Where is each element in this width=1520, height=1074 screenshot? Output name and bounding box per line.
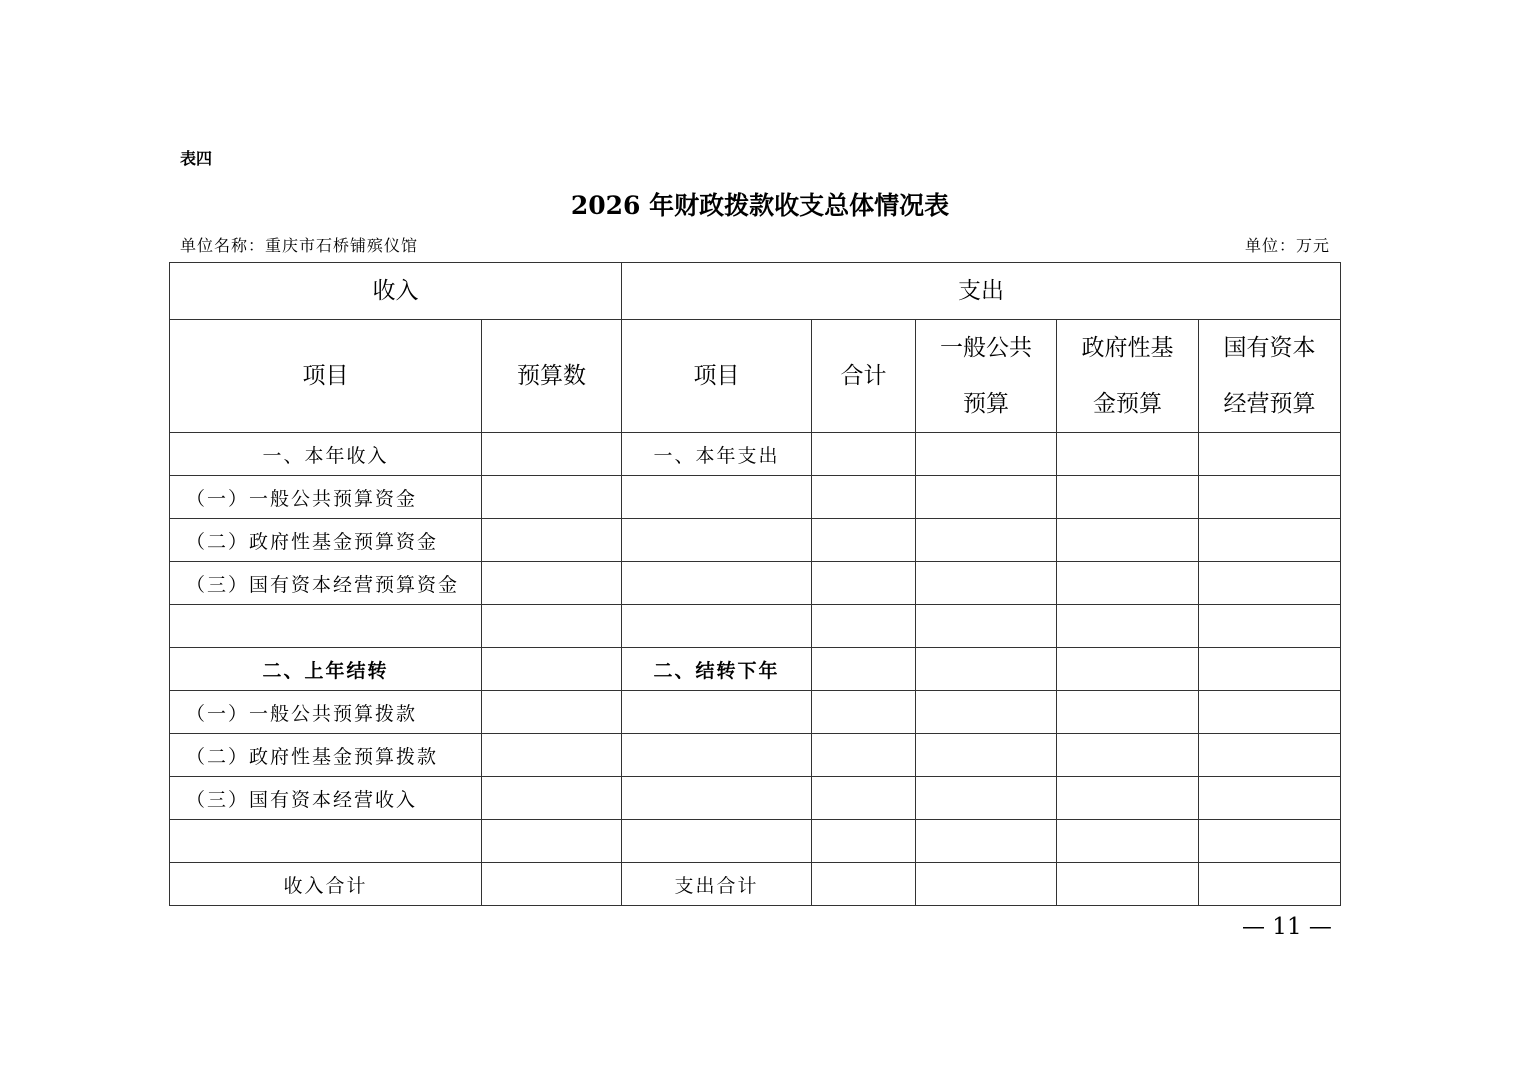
table-cell-general xyxy=(916,562,1057,605)
table-cell-capital xyxy=(1199,476,1341,519)
table-cell-capital xyxy=(1199,648,1341,691)
table-cell-fund xyxy=(1057,519,1199,562)
table-row xyxy=(170,433,1341,476)
table-cell-budget xyxy=(482,433,622,476)
expense-group-header: 支出 xyxy=(622,263,1341,320)
table-cell-expense-item xyxy=(622,777,812,820)
unit-label: 单位：万元 xyxy=(1244,236,1330,255)
budget-table xyxy=(169,262,1341,906)
table-cell-fund xyxy=(1057,648,1199,691)
table-cell-general xyxy=(916,734,1057,777)
column-header-fund-budget-text: 政府性基金预算 xyxy=(1081,335,1174,417)
table-cell-total xyxy=(812,519,916,562)
table-label: 表四 xyxy=(180,149,213,168)
table-cell-capital xyxy=(1199,820,1341,863)
table-cell-income-item: （二）政府性基金预算资金 xyxy=(170,519,482,562)
table-cell-total xyxy=(812,433,916,476)
table-cell-expense-item xyxy=(622,605,812,648)
table-cell-budget xyxy=(482,648,622,691)
table-cell-income-item: （一）一般公共预算资金 xyxy=(170,476,482,519)
table-cell-budget xyxy=(482,562,622,605)
unit-name: 单位名称：重庆市石桥铺殡仪馆 xyxy=(180,236,419,255)
column-header-capital-budget-text: 国有资本经营预算 xyxy=(1223,335,1316,417)
column-header-income-item: 项目 xyxy=(170,320,482,433)
table-cell-income-item: （一）一般公共预算拨款 xyxy=(170,691,482,734)
table-cell-fund xyxy=(1057,777,1199,820)
table-cell-income-item xyxy=(170,820,482,863)
table-cell-expense-item: 二、结转下年 xyxy=(622,648,812,691)
column-header-budget: 预算数 xyxy=(482,320,622,433)
table-cell-general xyxy=(916,648,1057,691)
table-cell-expense-item xyxy=(622,691,812,734)
table-cell-expense-item xyxy=(622,519,812,562)
column-header-fund-budget xyxy=(1057,320,1199,433)
table-cell-budget xyxy=(482,691,622,734)
table-cell-total xyxy=(812,820,916,863)
column-header-expense-item: 项目 xyxy=(622,320,812,433)
table-cell-budget xyxy=(482,476,622,519)
table-cell-fund xyxy=(1057,476,1199,519)
table-cell-expense-item xyxy=(622,820,812,863)
page-number: — 11 — xyxy=(1242,914,1332,940)
table-body xyxy=(170,433,1341,906)
table-row xyxy=(170,519,1341,562)
table-cell-capital xyxy=(1199,691,1341,734)
column-header-capital-budget xyxy=(1199,320,1341,433)
document-title: 2026 年财政拨款收支总体情况表 xyxy=(570,191,950,220)
table-cell-fund xyxy=(1057,605,1199,648)
table-cell-expense-item: 一、本年支出 xyxy=(622,433,812,476)
table-cell-fund xyxy=(1057,820,1199,863)
table-cell-income-item: 一、本年收入 xyxy=(170,433,482,476)
table-cell-capital xyxy=(1199,519,1341,562)
table-cell-income-item: 收入合计 xyxy=(170,863,482,906)
table-cell-total xyxy=(812,777,916,820)
table-cell-general xyxy=(916,777,1057,820)
table-cell-expense-item xyxy=(622,476,812,519)
table-cell-general xyxy=(916,605,1057,648)
table-cell-income-item: 二、上年结转 xyxy=(170,648,482,691)
table-cell-expense-item xyxy=(622,734,812,777)
table-cell-capital xyxy=(1199,863,1341,906)
table-cell-total xyxy=(812,562,916,605)
table-header xyxy=(170,263,1341,433)
table-cell-income-item: （三）国有资本经营收入 xyxy=(170,777,482,820)
table-cell-income-item: （三）国有资本经营预算资金 xyxy=(170,562,482,605)
table-cell-total xyxy=(812,691,916,734)
table-cell-general xyxy=(916,691,1057,734)
column-header-general-budget xyxy=(916,320,1057,433)
table-cell-income-item: （二）政府性基金预算拨款 xyxy=(170,734,482,777)
table-cell-capital xyxy=(1199,562,1341,605)
table-cell-fund xyxy=(1057,734,1199,777)
table-cell-expense-item xyxy=(622,562,812,605)
table-cell-general xyxy=(916,476,1057,519)
table-cell-budget xyxy=(482,777,622,820)
table-cell-budget xyxy=(482,734,622,777)
table-cell-fund xyxy=(1057,433,1199,476)
table-cell-income-item xyxy=(170,605,482,648)
table-cell-capital xyxy=(1199,605,1341,648)
column-header-general-budget-text: 一般公共预算 xyxy=(940,335,1032,417)
table-cell-capital xyxy=(1199,734,1341,777)
table-cell-fund xyxy=(1057,562,1199,605)
table-row xyxy=(170,648,1341,691)
table-cell-total xyxy=(812,863,916,906)
table-cell-general xyxy=(916,863,1057,906)
table-cell-capital xyxy=(1199,777,1341,820)
table-row xyxy=(170,562,1341,605)
column-header-total: 合计 xyxy=(812,320,916,433)
table-row xyxy=(170,820,1341,863)
table-row xyxy=(170,691,1341,734)
table-cell-budget xyxy=(482,863,622,906)
table-row xyxy=(170,734,1341,777)
table-row xyxy=(170,777,1341,820)
table-cell-fund xyxy=(1057,691,1199,734)
table-cell-budget xyxy=(482,605,622,648)
table-cell-total xyxy=(812,476,916,519)
table-row xyxy=(170,476,1341,519)
table-cell-general xyxy=(916,433,1057,476)
table-cell-budget xyxy=(482,820,622,863)
table-cell-total xyxy=(812,734,916,777)
table-cell-general xyxy=(916,519,1057,562)
table-row xyxy=(170,863,1341,906)
table-cell-general xyxy=(916,820,1057,863)
table-cell-expense-item: 支出合计 xyxy=(622,863,812,906)
table-cell-fund xyxy=(1057,863,1199,906)
table-cell-capital xyxy=(1199,433,1341,476)
table-cell-total xyxy=(812,605,916,648)
table-cell-total xyxy=(812,648,916,691)
table-cell-budget xyxy=(482,519,622,562)
income-group-header: 收入 xyxy=(170,263,622,320)
table-row xyxy=(170,605,1341,648)
